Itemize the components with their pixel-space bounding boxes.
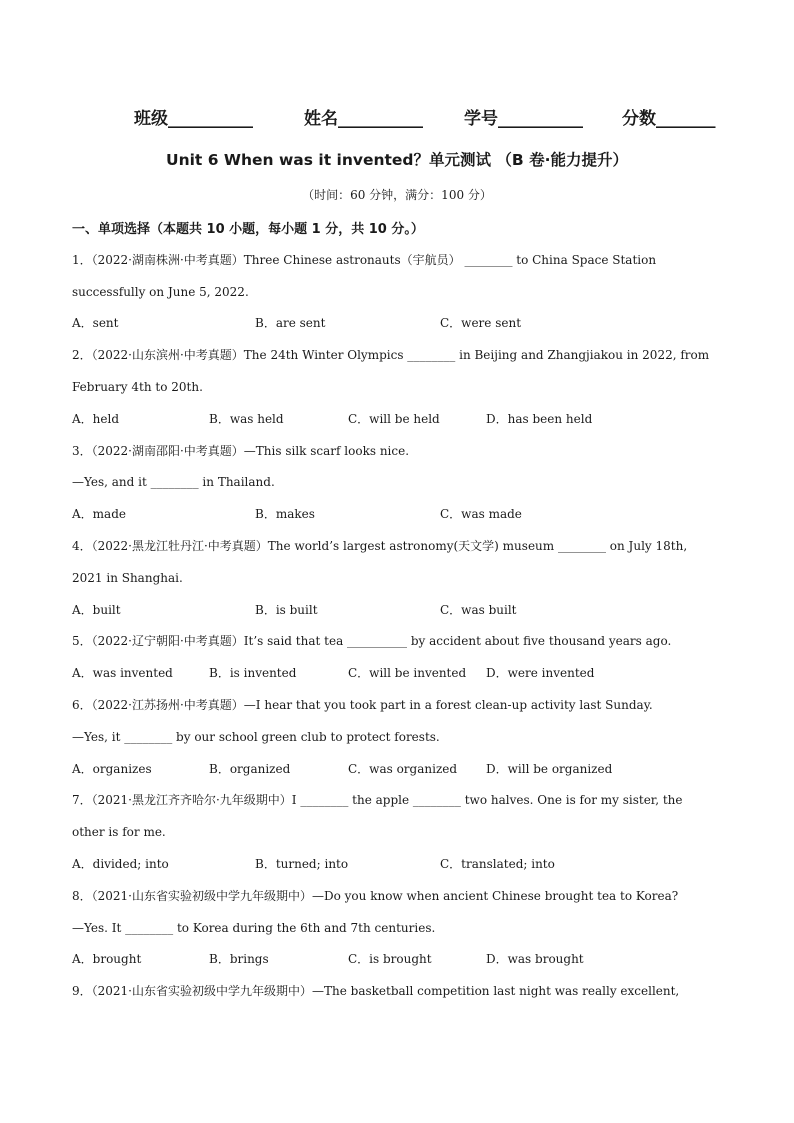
- question-4-line-2: 2021 in Shanghai.: [72, 571, 183, 585]
- question-5-option-b[interactable]: B．is invented: [209, 666, 297, 680]
- question-8-option-a[interactable]: A．brought: [72, 952, 142, 966]
- question-8-line-2: —Yes. It ________ to Korea during the 6th and 7th centuries.: [72, 921, 436, 935]
- question-1-option-c[interactable]: C．were sent: [440, 316, 522, 330]
- question-6-line-1: 6．（2022·江苏扬州·中考真题）—I hear that you took part in a forest clean-up activity last Sunday.: [72, 698, 653, 712]
- question-1-line-1: 1．（2022·湖南株洲·中考真题）Three Chinese astronauts（宇航员） ________ to China Space Station: [72, 253, 657, 267]
- question-6-option-c[interactable]: C．was organized: [348, 762, 458, 776]
- question-2-option-b[interactable]: B．was held: [209, 412, 284, 426]
- question-3-option-b[interactable]: B．makes: [255, 507, 315, 521]
- question-2-option-a[interactable]: A．held: [72, 412, 120, 426]
- question-5-option-c[interactable]: C．will be invented: [348, 666, 467, 680]
- question-6-option-b[interactable]: B．organized: [209, 762, 291, 776]
- question-8-line-1: 8．（2021·山东省实验初级中学九年级期中）—Do you know when ancient Chinese brought tea to Korea?: [72, 889, 679, 903]
- question-4-line-1: 4．（2022·黑龙江牡丹江·中考真题）The world’s largest astronomy(天文学) museum ________ on July 18th,: [72, 539, 688, 553]
- question-2-line-2: February 4th to 20th.: [72, 380, 203, 394]
- question-3-line-2: —Yes, and it ________ in Thailand.: [72, 475, 275, 489]
- question-7-option-c[interactable]: C．translated; into: [440, 857, 555, 871]
- question-7-option-a[interactable]: A．divided; into: [72, 857, 169, 871]
- class-field[interactable]: 班级__________: [134, 109, 253, 129]
- question-1-option-b[interactable]: B．are sent: [255, 316, 326, 330]
- question-2-line-1: 2．（2022·山东滨州·中考真题）The 24th Winter Olympics ________ in Beijing and Zhangjiakou in 2022, from: [72, 348, 710, 362]
- question-5-option-d[interactable]: D．were invented: [486, 666, 595, 680]
- question-2-option-d[interactable]: D．has been held: [486, 412, 593, 426]
- question-8-option-d[interactable]: D．was brought: [486, 952, 584, 966]
- question-7-option-b[interactable]: B．turned; into: [255, 857, 349, 871]
- question-8-option-b[interactable]: B．brings: [209, 952, 269, 966]
- question-4-option-c[interactable]: C．was built: [440, 603, 517, 617]
- question-4-option-b[interactable]: B．is built: [255, 603, 318, 617]
- question-6-option-d[interactable]: D．will be organized: [486, 762, 613, 776]
- question-6-line-2: —Yes, it ________ by our school green club to protect forests.: [72, 730, 440, 744]
- question-6-option-a[interactable]: A．organizes: [72, 762, 152, 776]
- question-8-option-c[interactable]: C．is brought: [348, 952, 432, 966]
- student-id-field[interactable]: 学号__________: [464, 109, 583, 129]
- question-4-option-a[interactable]: A．built: [72, 603, 121, 617]
- name-field[interactable]: 姓名__________: [304, 109, 423, 129]
- question-1-line-2: successfully on June 5, 2022.: [72, 285, 249, 299]
- question-5-line-1: 5．（2022·辽宁朝阳·中考真题）It’s said that tea __________ by accident about five thousand years ago.: [72, 634, 672, 648]
- question-1-option-a[interactable]: A．sent: [72, 316, 119, 330]
- question-3-line-1: 3．（2022·湖南邵阳·中考真题）—This silk scarf looks nice.: [72, 444, 410, 458]
- page-title: Unit 6 When was it invented？单元测试 （B 卷·能力提升）: [165, 151, 629, 169]
- question-7-line-2: other is for me.: [72, 825, 166, 839]
- question-7-line-1: 7．（2021·黑龙江齐齐哈尔·九年级期中）I ________ the apple ________ two halves. One is for my sister, the: [72, 793, 683, 807]
- student-info-header: [134, 104, 734, 130]
- score-field[interactable]: 分数_______: [622, 109, 716, 129]
- question-2-option-c[interactable]: C．will be held: [348, 412, 440, 426]
- question-3-option-c[interactable]: C．was made: [440, 507, 522, 521]
- question-3-option-a[interactable]: A．made: [72, 507, 126, 521]
- exam-info: （时间：60 分钟，满分：100 分）: [302, 188, 492, 202]
- section-title: 一、单项选择（本题共 10 小题，每小题 1 分，共 10 分。）: [72, 222, 424, 237]
- question-9-line-1: 9．（2021·山东省实验初级中学九年级期中）—The basketball competition last night was really excellent,: [72, 984, 680, 998]
- question-5-option-a[interactable]: A．was invented: [72, 666, 173, 680]
